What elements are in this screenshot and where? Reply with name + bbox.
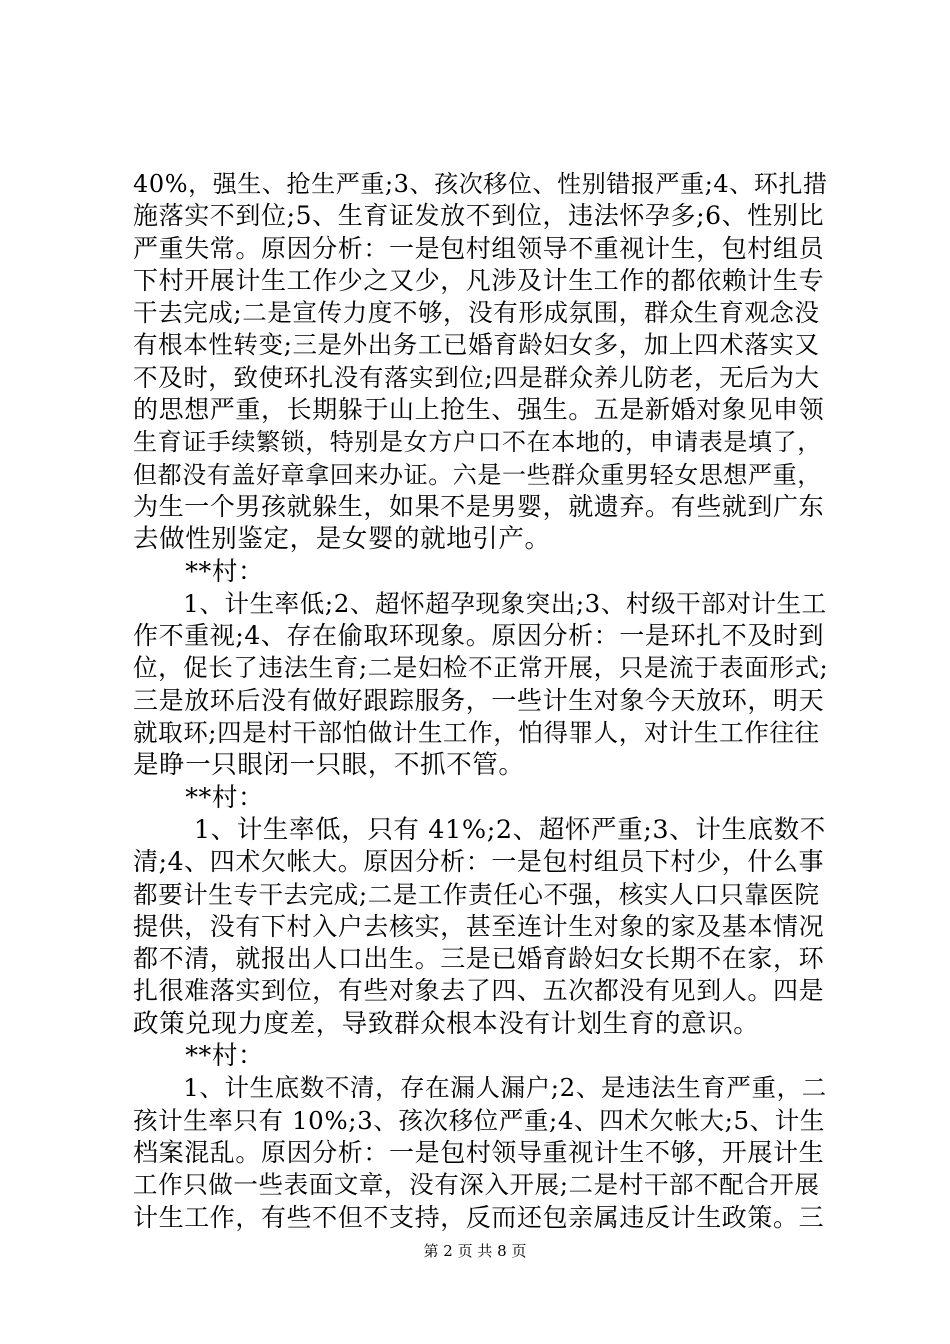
- text-line: 的思想严重，长期躲于山上抢生、强生。五是新婚对象见申领: [133, 395, 825, 425]
- text-line: 生育证手续繁锁，特别是女方户口不在本地的，申请表是填了，: [133, 428, 822, 457]
- text-line: 都要计生专干去完成;二是工作责任心不强，核实人口只靠医院: [133, 879, 820, 909]
- text-line: 位，促长了违法生育;二是妇检不正常开展，只是流于表面形式;: [133, 653, 829, 683]
- text-line: **村：: [133, 782, 265, 813]
- text-line: 为生一个男孩就躲生，如果不是男婴，就遗弃。有些就到广东: [133, 491, 825, 521]
- text-line: 不及时，致使环扎没有落实到位;四是群众养儿防老，无后为大: [133, 362, 820, 392]
- text-line: 1、计生率低，只有 41%;2、超怀严重;3、计生底数不: [133, 814, 826, 845]
- text-line: 有根本性转变;三是外出务工已婚育龄妇女多，加上四术落实又: [133, 330, 820, 360]
- text-line: **村：: [133, 556, 265, 587]
- text-line: 去做性别鉴定，是女婴的就地引产。: [133, 524, 551, 555]
- text-line: 40%，强生、抢生严重;3、孩次移位、性别错报严重;4、环扎措: [133, 170, 828, 198]
- text-line: 清;4、四术欠帐大。原因分析：一是包村组员下村少，什么事: [133, 847, 825, 877]
- text-line: 都不清，就报出人口出生。三是已婚育龄妇女长期不在家，环: [133, 944, 825, 974]
- text-line: 孩计生率只有 10%;3、孩次移位严重;4、四术欠帐大;5、计生: [133, 1105, 825, 1135]
- document-body: [133, 168, 829, 1234]
- text-line: 施落实不到位;5、生育证发放不到位，违法怀孕多;6、性别比: [133, 201, 825, 231]
- text-line: 工作只做一些表面文章，没有深入开展;二是村干部不配合开展: [133, 1170, 820, 1200]
- text-line: 1、计生率低;2、超怀超孕现象突出;3、村级干部对计生工: [133, 588, 827, 618]
- text-line: 三是放环后没有做好跟踪服务，一些计生对象今天放环，明天: [133, 685, 825, 715]
- text-line: 扎很难落实到位，有些对象去了四、五次都没有见到人。四是: [133, 976, 825, 1006]
- text-line: 严重失常。原因分析：一是包村组领导不重视计生，包村组员: [133, 233, 825, 263]
- text-line: 作不重视;4、存在偷取环现象。原因分析：一是环扎不及时到: [133, 621, 825, 651]
- text-line: 档案混乱。原因分析：一是包村领导重视计生不够，开展计生: [133, 1137, 825, 1167]
- text-line: 是睁一只眼闭一只眼，不抓不管。: [133, 750, 525, 781]
- text-line: 就取环;四是村干部怕做计生工作，怕得罪人，对计生工作往往: [133, 718, 820, 748]
- page-footer: 第 2 页 共 8 页: [423, 1242, 527, 1260]
- text-line: 干去完成;二是宣传力度不够，没有形成氛围，群众生育观念没: [133, 298, 820, 328]
- text-line: 1、计生底数不清，存在漏人漏户;2、是违法生育严重，二: [133, 1073, 827, 1103]
- text-line: 政策兑现力度差，导致群众根本没有计划生育的意识。: [133, 1008, 760, 1039]
- text-line: 下村开展计生工作少之又少，凡涉及计生工作的都依赖计生专: [133, 265, 825, 295]
- text-line: 计生工作，有些不但不支持，反而还包亲属违反计生政策。三: [133, 1202, 825, 1232]
- text-line: **村：: [133, 1041, 265, 1072]
- text-line: 但都没有盖好章拿回来办证。六是一些群众重男轻女思想严重，: [133, 460, 822, 489]
- text-line: 提供，没有下村入户去核实，甚至连计生对象的家及基本情况: [133, 911, 825, 941]
